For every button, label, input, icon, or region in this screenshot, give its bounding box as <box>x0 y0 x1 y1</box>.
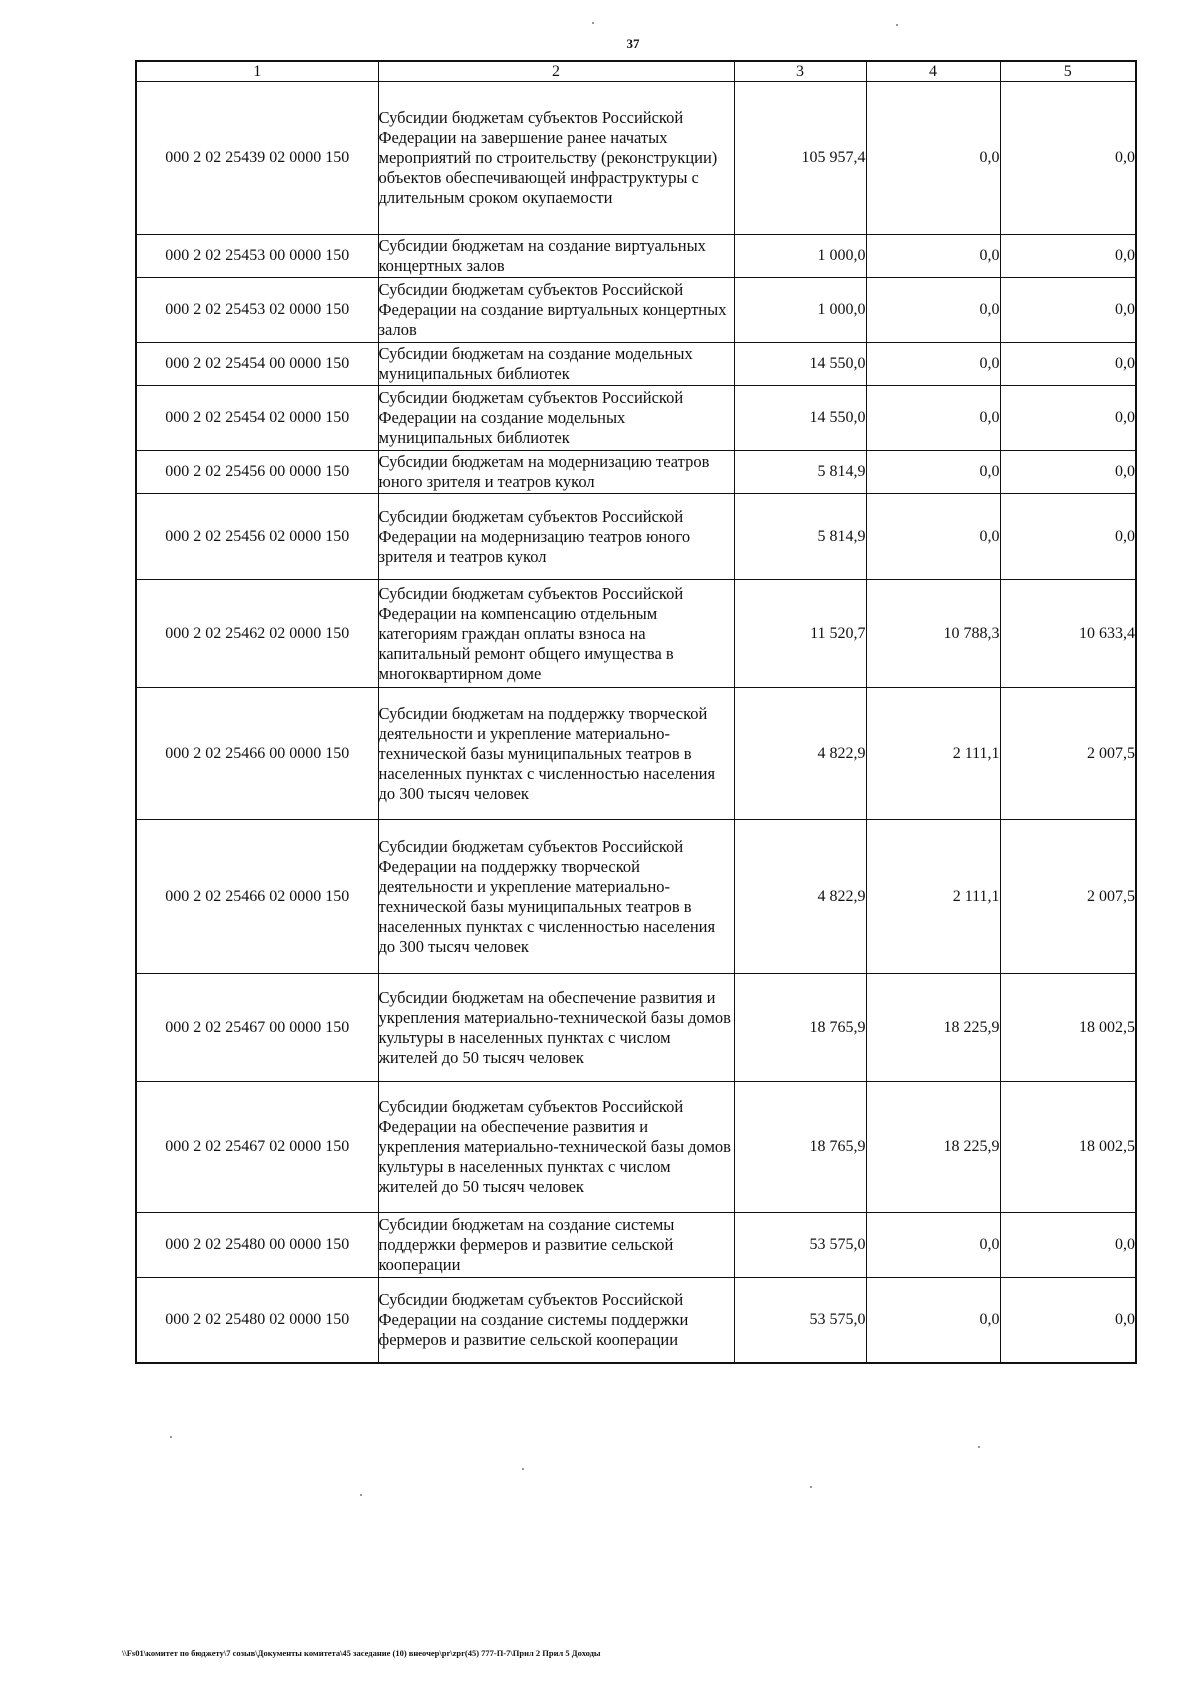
table-row <box>136 278 1136 343</box>
column-header-1: 1 <box>136 61 378 82</box>
row-value-col5: 2 007,5 <box>1000 820 1136 974</box>
row-value-col3: 53 575,0 <box>734 1278 866 1363</box>
row-value-col5: 0,0 <box>1000 82 1136 235</box>
row-code: 000 2 02 25456 00 0000 150 <box>136 451 378 494</box>
row-value-col5: 0,0 <box>1000 235 1136 278</box>
row-code: 000 2 02 25480 02 0000 150 <box>136 1278 378 1363</box>
scan-speck <box>592 22 594 24</box>
row-value-col5: 10 633,4 <box>1000 580 1136 688</box>
row-description: Субсидии бюджетам на модернизацию театров юного зрителя и театров кукол <box>378 451 734 494</box>
row-value-col3: 14 550,0 <box>734 343 866 386</box>
table-row <box>136 820 1136 974</box>
row-value-col4: 18 225,9 <box>866 1082 1000 1213</box>
scan-speck <box>810 1486 812 1488</box>
row-description: Субсидии бюджетам на обеспечение развития и укрепления материально-технической базы домов культуры в населенных пунктах с числом жителей до 50 тысяч человек <box>378 974 734 1082</box>
row-code: 000 2 02 25439 02 0000 150 <box>136 82 378 235</box>
row-value-col4: 0,0 <box>866 386 1000 451</box>
row-value-col3: 5 814,9 <box>734 451 866 494</box>
table-row <box>136 580 1136 688</box>
scan-speck <box>360 1494 362 1496</box>
row-value-col5: 0,0 <box>1000 1213 1136 1278</box>
scan-speck <box>522 1468 524 1470</box>
page-number: 37 <box>626 36 640 51</box>
table-row <box>136 235 1136 278</box>
row-value-col3: 4 822,9 <box>734 820 866 974</box>
row-value-col5: 18 002,5 <box>1000 1082 1136 1213</box>
table-row <box>136 386 1136 451</box>
row-description: Субсидии бюджетам на создание модельных муниципальных библиотек <box>378 343 734 386</box>
row-value-col5: 0,0 <box>1000 343 1136 386</box>
row-value-col4: 0,0 <box>866 1213 1000 1278</box>
row-value-col5: 0,0 <box>1000 494 1136 580</box>
row-description: Субсидии бюджетам на создание системы поддержки фермеров и развитие сельской кооперации <box>378 1213 734 1278</box>
row-code: 000 2 02 25453 00 0000 150 <box>136 235 378 278</box>
column-header-3: 3 <box>734 61 866 82</box>
scan-speck <box>896 24 898 26</box>
row-value-col5: 2 007,5 <box>1000 688 1136 820</box>
table-row <box>136 1213 1136 1278</box>
row-value-col5: 0,0 <box>1000 1278 1136 1363</box>
scan-speck <box>978 1446 980 1448</box>
row-value-col3: 105 957,4 <box>734 82 866 235</box>
row-value-col4: 0,0 <box>866 451 1000 494</box>
row-value-col3: 1 000,0 <box>734 278 866 343</box>
row-code: 000 2 02 25454 00 0000 150 <box>136 343 378 386</box>
row-value-col4: 0,0 <box>866 235 1000 278</box>
row-description: Субсидии бюджетам субъектов Российской Федерации на компенсацию отдельным категориям граждан оплаты взноса на капитальный ремонт общего имущества в многоквартирном доме <box>378 580 734 688</box>
row-value-col5: 0,0 <box>1000 386 1136 451</box>
row-code: 000 2 02 25453 02 0000 150 <box>136 278 378 343</box>
table-row <box>136 688 1136 820</box>
row-value-col4: 0,0 <box>866 494 1000 580</box>
column-number-row <box>136 61 1136 82</box>
row-value-col5: 18 002,5 <box>1000 974 1136 1082</box>
row-value-col4: 0,0 <box>866 278 1000 343</box>
row-value-col4: 0,0 <box>866 82 1000 235</box>
row-description: Субсидии бюджетам субъектов Российской Федерации на обеспечение развития и укрепления материально-технической базы домов культуры в населенных пунктах с числом жителей до 50 тысяч человек <box>378 1082 734 1213</box>
row-value-col3: 11 520,7 <box>734 580 866 688</box>
footer-file-path: \\Fs01\комитет по бюджету\7 созыв\Документы комитета\45 заседание (10) внеочер\pr\zpr(45) 777-П-7\Прил 2 Прил 5 Доходы <box>122 1648 601 1658</box>
row-description: Субсидии бюджетам субъектов Российской Федерации на создание виртуальных концертных залов <box>378 278 734 343</box>
table-row <box>136 82 1136 235</box>
table-row <box>136 343 1136 386</box>
row-value-col3: 14 550,0 <box>734 386 866 451</box>
row-value-col5: 0,0 <box>1000 278 1136 343</box>
row-code: 000 2 02 25456 02 0000 150 <box>136 494 378 580</box>
row-code: 000 2 02 25467 00 0000 150 <box>136 974 378 1082</box>
row-value-col4: 10 788,3 <box>866 580 1000 688</box>
column-header-5: 5 <box>1000 61 1136 82</box>
row-value-col3: 53 575,0 <box>734 1213 866 1278</box>
row-code: 000 2 02 25454 02 0000 150 <box>136 386 378 451</box>
row-value-col4: 0,0 <box>866 1278 1000 1363</box>
row-value-col4: 0,0 <box>866 343 1000 386</box>
row-description: Субсидии бюджетам субъектов Российской Федерации на создание модельных муниципальных библиотек <box>378 386 734 451</box>
row-code: 000 2 02 25467 02 0000 150 <box>136 1082 378 1213</box>
row-value-col3: 4 822,9 <box>734 688 866 820</box>
scan-speck <box>170 1436 172 1438</box>
table-row <box>136 1082 1136 1213</box>
row-value-col5: 0,0 <box>1000 451 1136 494</box>
row-code: 000 2 02 25466 02 0000 150 <box>136 820 378 974</box>
table-row <box>136 974 1136 1082</box>
row-value-col3: 5 814,9 <box>734 494 866 580</box>
budget-table <box>135 60 1137 1364</box>
row-value-col4: 18 225,9 <box>866 974 1000 1082</box>
table-row <box>136 494 1136 580</box>
row-description: Субсидии бюджетам субъектов Российской Федерации на создание системы поддержки фермеров и развитие сельской кооперации <box>378 1278 734 1363</box>
row-value-col4: 2 111,1 <box>866 688 1000 820</box>
column-header-2: 2 <box>378 61 734 82</box>
row-value-col3: 1 000,0 <box>734 235 866 278</box>
row-description: Субсидии бюджетам на поддержку творческой деятельности и укрепление материально-технической базы муниципальных театров в населенных пунктах с численностью населения до 300 тысяч человек <box>378 688 734 820</box>
row-code: 000 2 02 25462 02 0000 150 <box>136 580 378 688</box>
row-code: 000 2 02 25466 00 0000 150 <box>136 688 378 820</box>
row-description: Субсидии бюджетам на создание виртуальных концертных залов <box>378 235 734 278</box>
row-description: Субсидии бюджетам субъектов Российской Федерации на модернизацию театров юного зрителя и театров кукол <box>378 494 734 580</box>
table-row <box>136 1278 1136 1363</box>
row-value-col3: 18 765,9 <box>734 1082 866 1213</box>
row-value-col4: 2 111,1 <box>866 820 1000 974</box>
column-header-4: 4 <box>866 61 1000 82</box>
table-row <box>136 451 1136 494</box>
row-description: Субсидии бюджетам субъектов Российской Федерации на поддержку творческой деятельности и укрепление материально-технической базы муниципальных театров в населенных пунктах с численностью населения до 300 тысяч человек <box>378 820 734 974</box>
row-value-col3: 18 765,9 <box>734 974 866 1082</box>
row-description: Субсидии бюджетам субъектов Российской Федерации на завершение ранее начатых мероприятий по строительству (реконструкции) объектов обеспечивающей инфраструктуры с длительным сроком окупаемости <box>378 82 734 235</box>
row-code: 000 2 02 25480 00 0000 150 <box>136 1213 378 1278</box>
